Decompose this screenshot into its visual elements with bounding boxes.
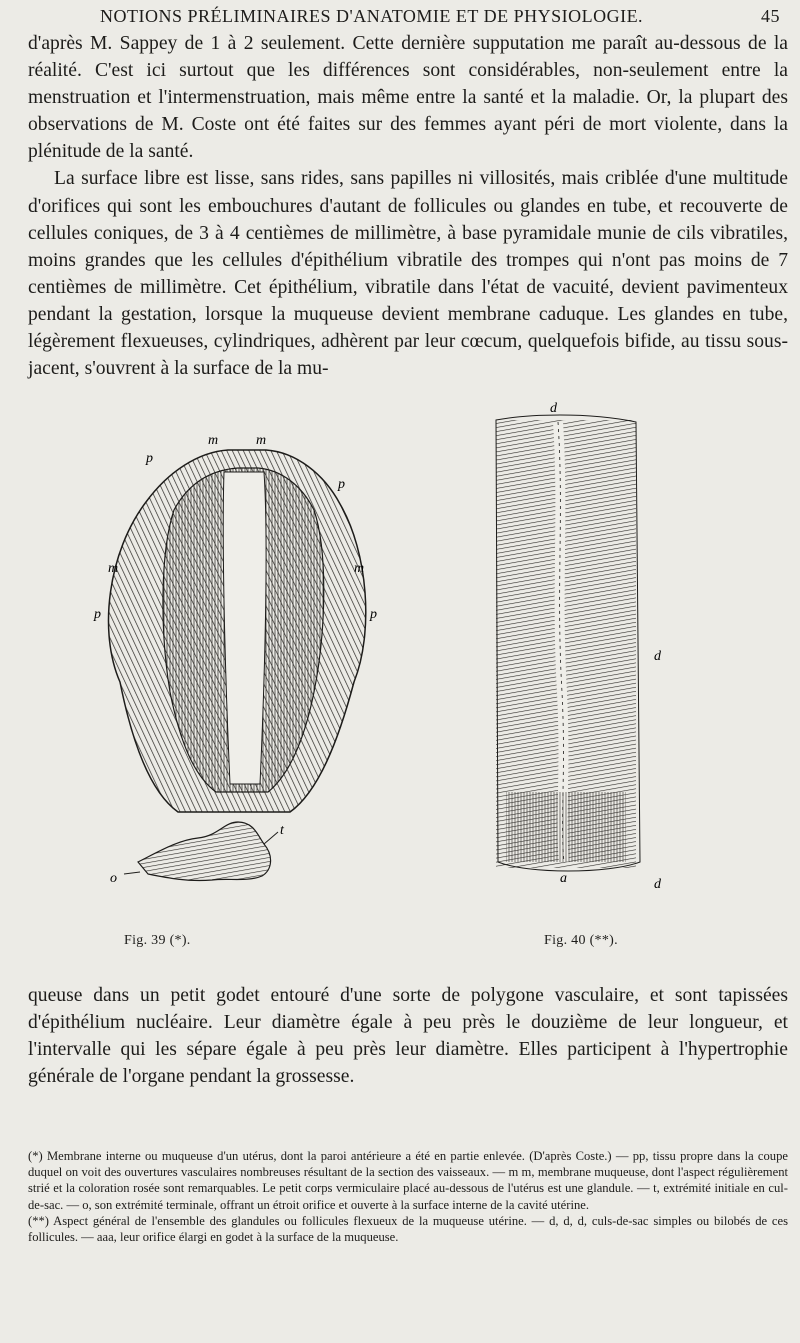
fig39-label-m-top-right: m — [256, 433, 267, 448]
fig39-caption: Fig. 39 (*). — [124, 933, 191, 948]
fig40-label-d-bottom: d — [654, 877, 661, 892]
page-number: 45 — [761, 6, 780, 26]
figure-area — [28, 392, 788, 982]
fig39-drawing — [108, 450, 365, 881]
paragraph: queuse dans un petit godet entouré d'une sorte de polygone vasculaire, et sont tapissées d'épithélium nucléaire. Leur diamètre égale à peu près le douzième de leur longueur, et l'intervalle qui les sépare égale à peu près leur diamètre. Elles participent à l'hypertrophie générale de l'organe pendant la grossesse. — [28, 985, 788, 1088]
fig39-label-o: o — [110, 871, 117, 886]
fig40-drawing — [496, 415, 640, 871]
paragraph: d'après M. Sappey de 1 à 2 seulement. Cette dernière supputation me paraît au-dessous de la réalité. C'est ici surtout que les différences sont considérables, non-seulement entre la menstruation et l'intermenstruation, mais même entre la santé et la maladie. Or, la plupart des observations de M. Coste ont été faites sur des femmes ayant péri de mort violente, dans la plénitude de la santé. — [28, 33, 788, 163]
running-title: NOTIONS PRÉLIMINAIRES D'ANATOMIE ET DE PHYSIOLOGIE. — [100, 6, 644, 26]
paragraph: La surface libre est lisse, sans rides, sans papilles ni villosités, mais criblée d'une multitude d'orifices qui sont les embouchures d'autant de follicules ou glandes en tube, et recouverte de cellules coniques, de 3 à 4 centièmes de millimètre, à base pyramidale munie de cils vibratiles, moins grandes que les cellules d'épithélium vibratile des trompes qui n'ont pas moins de 7 centièmes de millimètre. Cet épithélium, vibratile dans l'état de vacuité, devient pavimenteux pendant la gestation, lorsque la muqueuse devient membrane caduque. Les glandes en tube, légèrement flexueuses, cylindriques, adhèrent par leur cœcum, quelquefois bifide, au tissu sous-jacent, s'ouvrent à la surface de la mu- — [28, 168, 788, 380]
body-text-bottom — [28, 982, 788, 1090]
figures-engraving — [28, 392, 788, 982]
fig39-label-t: t — [280, 823, 284, 838]
fig40-label-d-right: d — [654, 649, 661, 664]
fig39-label-m-left: m — [108, 561, 119, 576]
footnote: (**) Aspect général de l'ensemble des glandules ou follicules flexueux de la muqueuse utérine. — d, d, d, culs-de-sac simples ou bilobés de ces follicules. — aaa, leur orifice élargi en godet à la surface de la muqueuse. — [28, 1213, 788, 1245]
fig39-label-p-top-right: p — [338, 477, 345, 492]
footnotes — [28, 1148, 788, 1245]
fig40-caption: Fig. 40 (**). — [544, 933, 618, 948]
fig39-label-p-left: p — [94, 607, 101, 622]
fig39-label-m-right: m — [354, 561, 365, 576]
fig39-label-p-top-left: p — [146, 451, 153, 466]
fig39-label-m-top-left: m — [208, 433, 219, 448]
body-text-top — [28, 30, 788, 382]
footnote: (*) Membrane interne ou muqueuse d'un utérus, dont la paroi antérieure a été en partie enlevée. (D'après Coste.) — pp, tissu propre dans la coupe duquel on voit des ouvertures vasculaires nombreuses résultant de la section des vaisseaux. — m m, membrane muqueuse, dont l'aspect régulièrement strié et la coloration rosée sont remarquables. Le petit corps vermiculaire placé au-dessous de l'utérus est une glandule. — t, extrémité initiale en cul-de-sac. — o, son extrémité terminale, offrant un étroit orifice et ouverte à la surface interne de la cavité utérine. — [28, 1149, 788, 1212]
fig40-label-d-top: d — [550, 401, 557, 416]
fig39-label-p-right: p — [370, 607, 377, 622]
fig40-label-a: a — [560, 871, 567, 886]
